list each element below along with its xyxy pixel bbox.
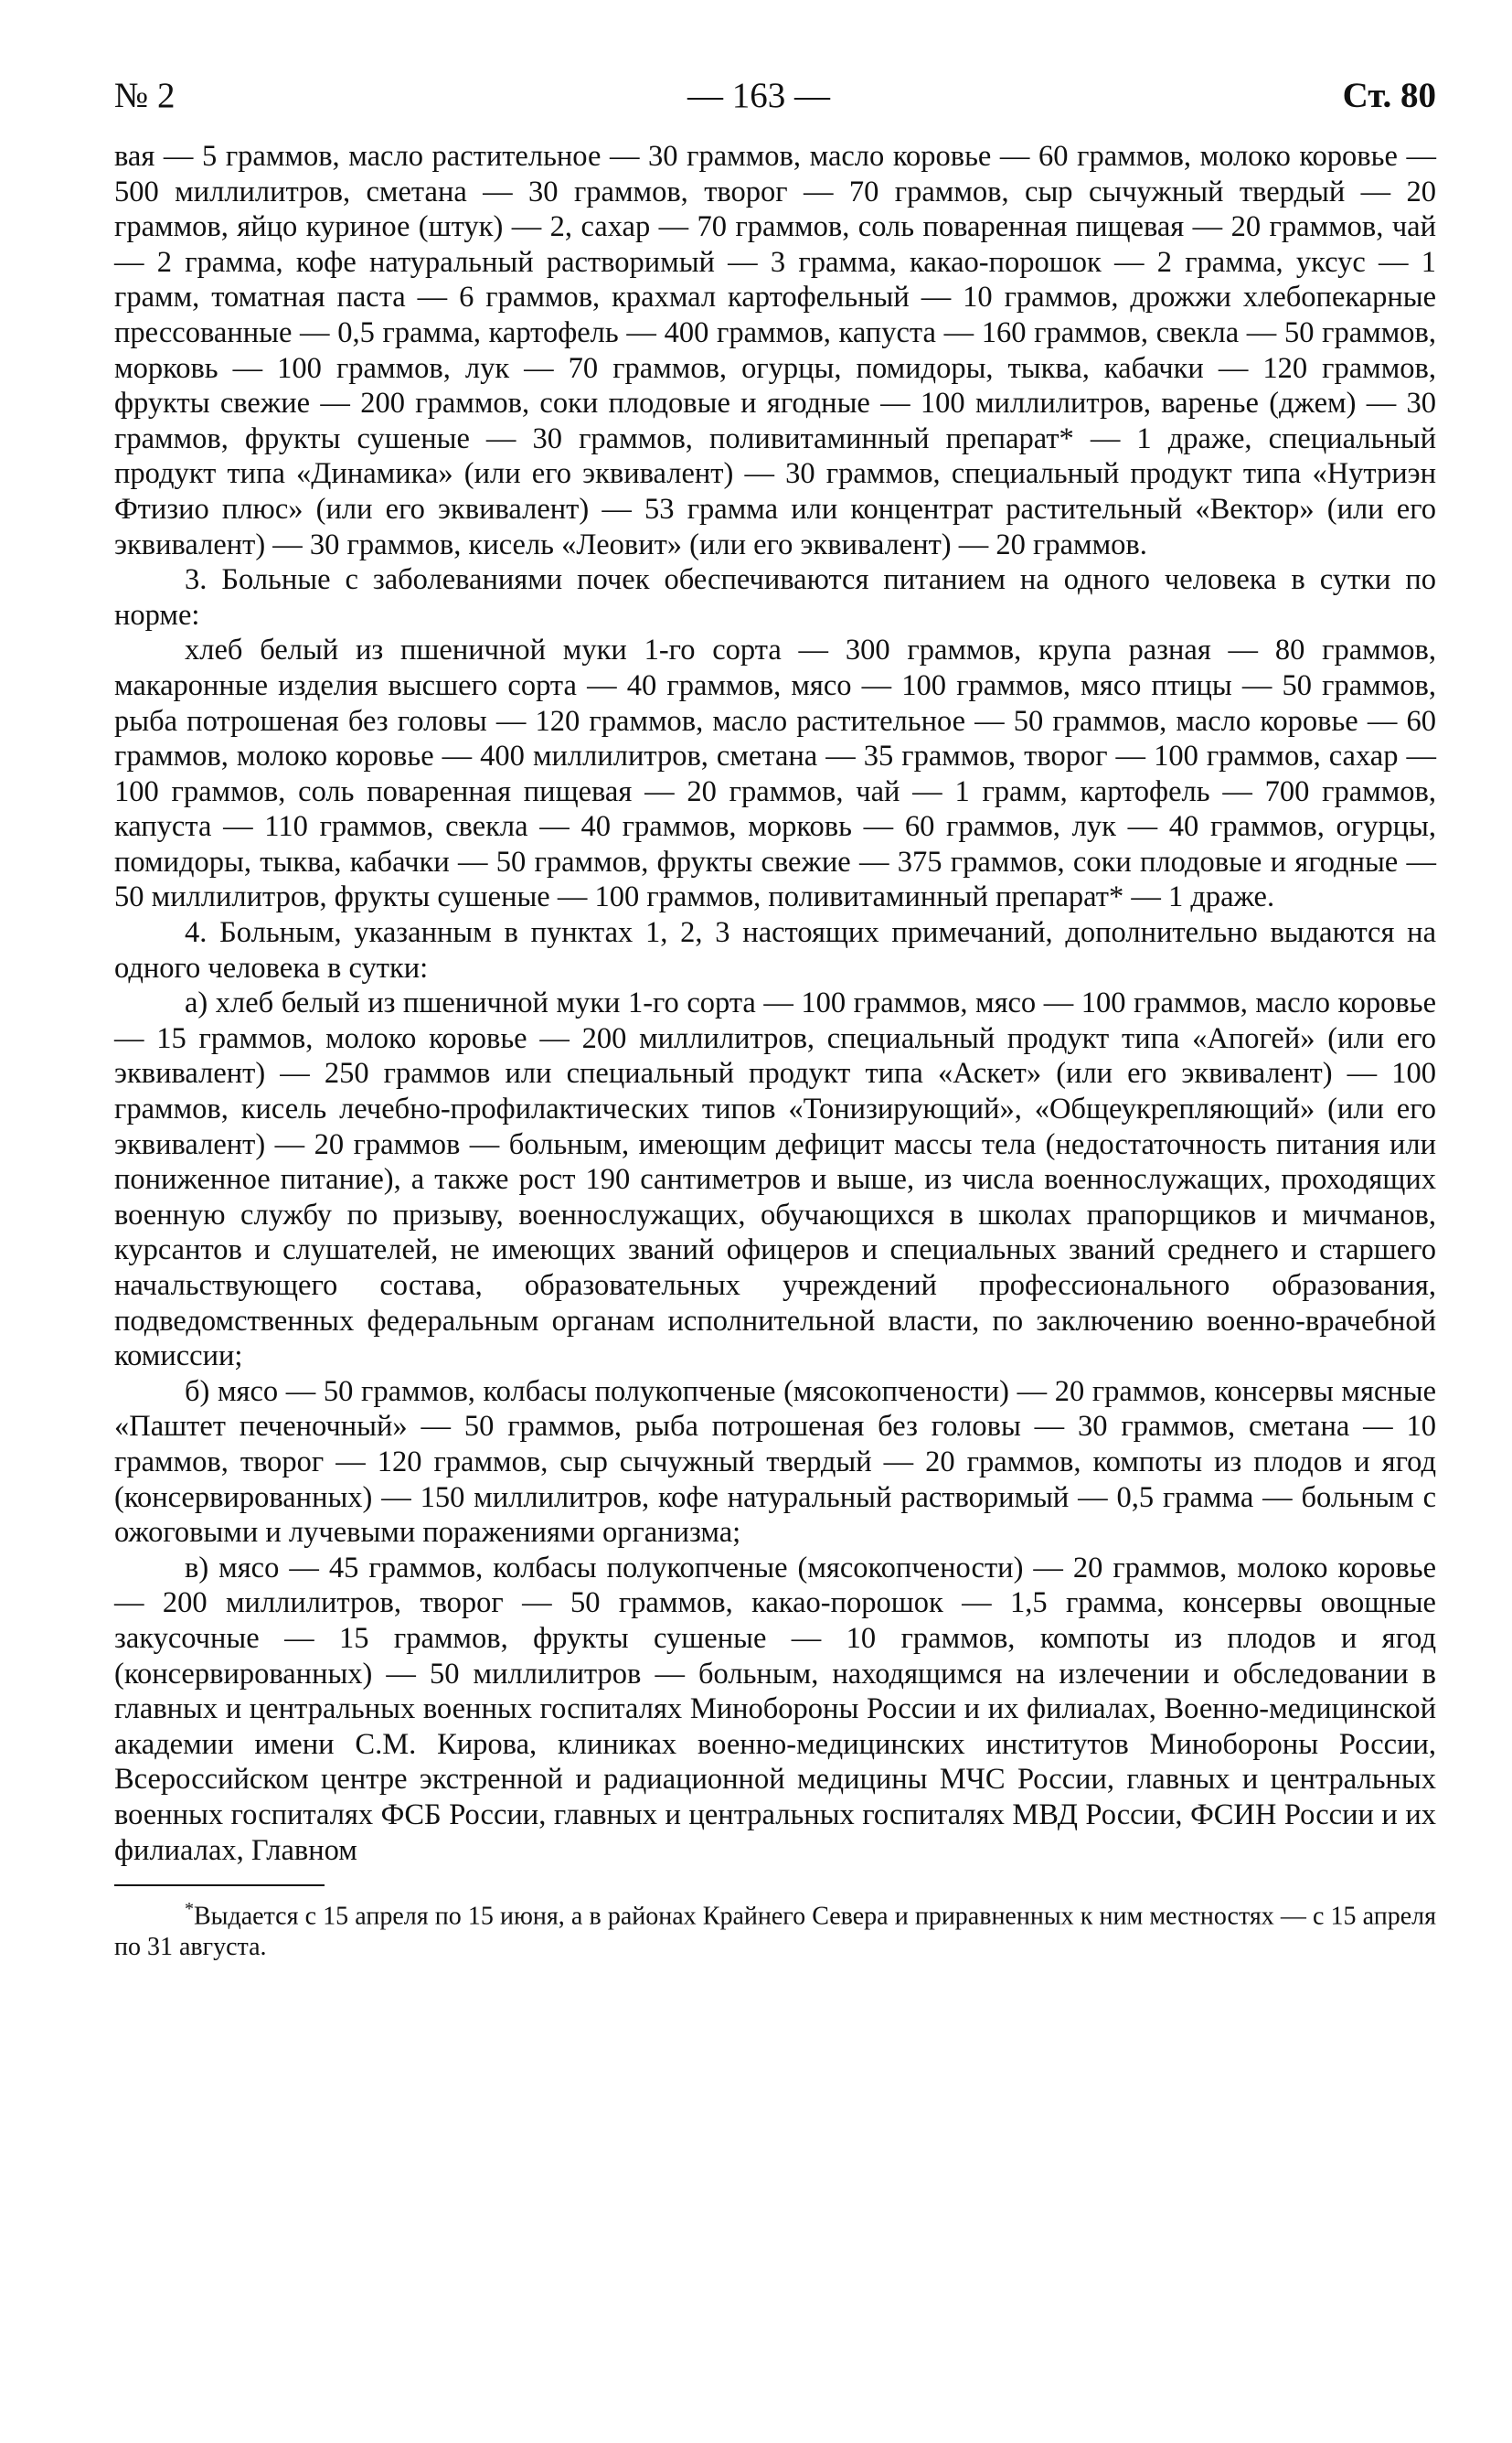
paragraph-item-4v: в) мясо — 45 граммов, колбасы полукопченые (мясокопчености) — 20 граммов, молоко коровье — 200 миллилитров, творог — 50 граммов, какао-порошок — 1,5 грамма, консервы овощные закусочные — 15 граммов, фрукты сушеные — 10 граммов, компоты из плодов и ягод (консервированных) — 50 миллилитров — больным, находящимся на излечении и обследовании в главных и центральных военных госпиталях Минобороны России и их филиалах, Военно-медицинской академии имени С.М. Кирова, клиниках военно-медицинских институтов Минобороны России, Всероссийском центре экстренной и радиационной медицины МЧС России, главных и центральных военных госпиталях ФСБ России, главных и центральных госпиталях МВД России, ФСИН России и их филиалах, Главном <box>114 1551 1436 1867</box>
paragraph-item-4: 4. Больным, указанным в пунктах 1, 2, 3 настоящих примечаний, дополнительно выдаются на одного человека в сутки: <box>114 916 1436 985</box>
paragraph-norm-3: хлеб белый из пшеничной муки 1-го сорта — 300 граммов, крупа разная — 80 граммов, макаронные изделия высшего сорта — 40 граммов, мясо — 100 граммов, мясо птицы — 50 граммов, рыба потрошеная без головы — 120 граммов, масло растительное — 50 граммов, масло коровье — 60 граммов, молоко коровье — 400 миллилитров, сметана — 35 граммов, творог — 100 граммов, сахар — 100 граммов, соль поваренная пищевая — 20 граммов, чай — 1 грамм, картофель — 700 граммов, капуста — 110 граммов, свекла — 40 граммов, морковь — 60 граммов, лук — 40 граммов, огурцы, помидоры, тыква, кабачки — 50 граммов, фрукты свежие — 375 граммов, соки плодовые и ягодные — 50 миллилитров, фрукты сушеные — 100 граммов, поливитаминный препарат* — 1 драже. <box>114 634 1436 914</box>
footnote-text: Выдается с 15 апреля по 15 июня, а в районах Крайнего Севера и приравненных к ним местностях — с 15 апреля по 31 августа. <box>114 1902 1436 1962</box>
issue-number: № 2 <box>114 76 176 115</box>
paragraph-item-3: 3. Больные с заболеваниями почек обеспечиваются питанием на одного человека в сутки по норме: <box>114 563 1436 632</box>
paragraph-item-4a: а) хлеб белый из пшеничной муки 1-го сорта — 100 граммов, мясо — 100 граммов, масло коровье — 15 граммов, молоко коровье — 200 миллилитров, специальный продукт типа «Апогей» (или его эквивалент) — 250 граммов или специальный продукт типа «Аскет» (или его эквивалент) — 100 граммов, кисель лечебно-профилактических типов «Тонизирующий», «Общеукрепляющий» (или его эквивалент) — 20 граммов — больным, имеющим дефицит массы тела (недостаточность питания или пониженное питание), а также рост 190 сантиметров и выше, из числа военнослужащих, проходящих военную службу по призыву, военнослужащих, обучающихся в школах прапорщиков и мичманов, курсантов и слушателей, не имеющих званий офицеров и специальных званий среднего и старшего начальствующего состава, образовательных учреждений профессионального образования, подведомственных федеральным органам исполнительной власти, по заключению военно-врачебной комиссии; <box>114 987 1436 1373</box>
page-header <box>114 75 1436 130</box>
document-page <box>114 75 1436 1963</box>
page-number: — 163 — <box>687 76 831 115</box>
paragraph-item-4b: б) мясо — 50 граммов, колбасы полукопченые (мясокопчености) — 20 граммов, консервы мясные «Паштет печеночный» — 50 граммов, рыба потрошеная без головы — 30 граммов, сметана — 10 граммов, творог — 120 граммов, сыр сычужный твердый — 20 граммов, компоты из плодов и ягод (консервированных) — 150 миллилитров, кофе натуральный растворимый — 0,5 грамма — больным с ожоговыми и лучевыми поражениями организма; <box>114 1374 1436 1550</box>
document-body <box>114 139 1436 1868</box>
footnote <box>114 1894 1436 1963</box>
paragraph-continuation: вая — 5 граммов, масло растительное — 30 граммов, масло коровье — 60 граммов, молоко коровье — 500 миллилитров, сметана — 30 граммов, творог — 70 граммов, сыр сычужный твердый — 20 граммов, яйцо куриное (штук) — 2, сахар — 70 граммов, соль поваренная пищевая — 20 граммов, чай — 2 грамма, кофе натуральный растворимый — 3 грамма, какао-порошок — 2 грамма, уксус — 1 грамм, томатная паста — 6 граммов, крахмал картофельный — 10 граммов, дрожжи хлебопекарные прессованные — 0,5 грамма, картофель — 400 граммов, капуста — 160 граммов, свекла — 50 граммов, морковь — 100 граммов, лук — 70 граммов, огурцы, помидоры, тыква, кабачки — 120 граммов, фрукты свежие — 200 граммов, соки плодовые и ягодные — 100 миллилитров, варенье (джем) — 30 граммов, фрукты сушеные — 30 граммов, поливитаминный препарат* — 1 драже, специальный продукт типа «Динамика» (или его эквивалент) — 30 граммов, специальный продукт типа «Нутриэн Фтизио плюс» (или его эквивалент) — 53 грамма или концентрат растительный «Вектор» (или его эквивалент) — 30 граммов, кисель «Леовит» (или его эквивалент) — 20 граммов. <box>114 140 1436 561</box>
footnote-divider <box>114 1884 325 1886</box>
article-number: Ст. 80 <box>1342 76 1436 115</box>
footnote-mark: * <box>185 1899 194 1920</box>
